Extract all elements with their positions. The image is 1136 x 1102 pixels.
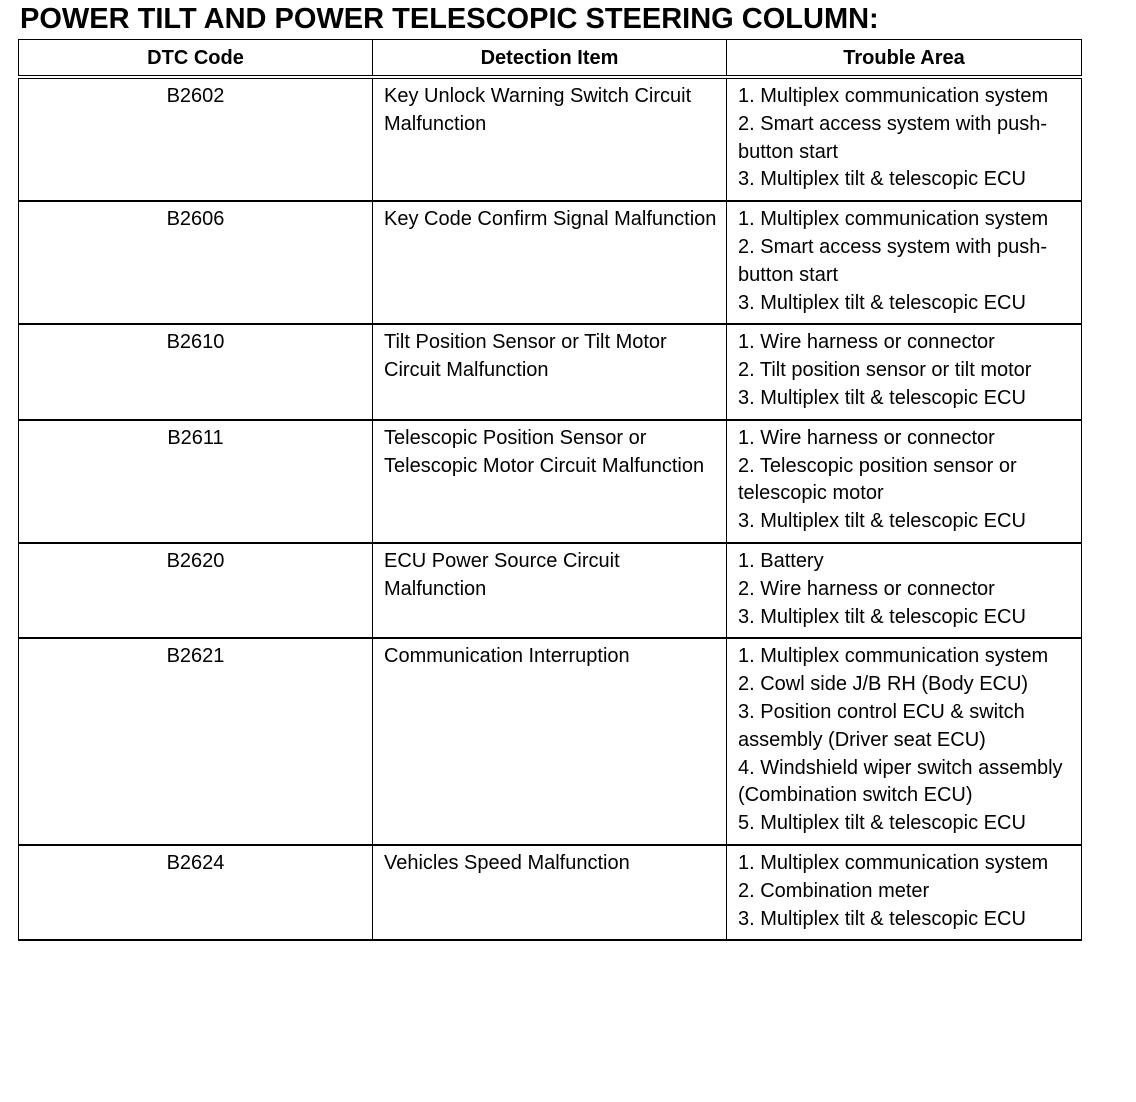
dtc-code-cell: B2620 [19,543,373,638]
trouble-area-line: 2. Telescopic position sensor or telescopic motor [738,454,1017,505]
trouble-area-line: (Combination switch ECU) [738,784,973,807]
trouble-area-line: 3. Multiplex tilt & telescopic ECU [738,605,1026,628]
detection-item-cell: Telescopic Position Sensor or Telescopic Motor Circuit Malfunction [373,420,727,543]
trouble-area-cell [727,845,1082,940]
trouble-area-line: 3. Multiplex tilt & telescopic ECU [738,510,1026,533]
trouble-area-line: 3. Multiplex tilt & telescopic ECU [738,907,1026,930]
trouble-area-line: 1. Wire harness or connector [738,426,995,449]
trouble-area-cell [727,543,1082,638]
dtc-code-cell: B2611 [19,420,373,543]
table-row [19,77,1082,201]
dtc-code-cell: B2624 [19,845,373,940]
detection-item-cell: Key Unlock Warning Switch Circuit Malfunction [373,77,727,201]
table-row [19,845,1082,940]
trouble-area-line: 3. Position control ECU & switch assembly (Driver seat ECU) [738,700,1025,751]
trouble-area-cell [727,638,1082,845]
trouble-area-line: 2. Wire harness or connector [738,577,995,600]
trouble-area-line: 4. Windshield wiper switch assembly [738,756,1063,779]
trouble-area-line: 3. Multiplex tilt & telescopic ECU [738,291,1026,314]
detection-item-cell: Vehicles Speed Malfunction [373,845,727,940]
trouble-area-line: 1. Multiplex communication system [738,851,1049,874]
trouble-area-line: 5. Multiplex tilt & telescopic ECU [738,812,1026,835]
trouble-area-cell [727,201,1082,324]
trouble-area-cell [727,324,1082,419]
trouble-area-cell [727,420,1082,543]
page-title: POWER TILT AND POWER TELESCOPIC STEERING COLUMN: [20,3,879,35]
trouble-area-line: 3. Multiplex tilt & telescopic ECU [738,386,1026,409]
dtc-table [18,39,1082,941]
trouble-area-line: 2. Tilt position sensor or tilt motor [738,359,1032,382]
detection-item-cell: Key Code Confirm Signal Malfunction [373,201,727,324]
dtc-code-cell: B2610 [19,324,373,419]
trouble-area-line: 2. Smart access system with push-button start [738,235,1047,286]
trouble-area-line: 2. Cowl side J/B RH (Body ECU) [738,673,1029,696]
table-row [19,638,1082,845]
trouble-area-cell [727,77,1082,201]
detection-item-cell: Tilt Position Sensor or Tilt Motor Circuit Malfunction [373,324,727,419]
table-body [19,77,1082,940]
trouble-area-line: 1. Multiplex communication system [738,645,1049,668]
table-row [19,543,1082,638]
dtc-code-cell: B2621 [19,638,373,845]
trouble-area-line: 2. Combination meter [738,879,930,902]
header-dtc-code: DTC Code [19,40,373,78]
trouble-area-line: 1. Wire harness or connector [738,331,995,354]
trouble-area-line: 1. Multiplex communication system [738,208,1049,231]
table-row [19,201,1082,324]
table-row [19,324,1082,419]
trouble-area-line: 1. Multiplex communication system [738,85,1049,107]
dtc-code-cell: B2602 [19,77,373,201]
trouble-area-line: 1. Battery [738,549,824,572]
dtc-code-cell: B2606 [19,201,373,324]
table-row [19,420,1082,543]
header-trouble-area: Trouble Area [727,40,1082,78]
trouble-area-line: 2. Smart access system with push-button start [738,112,1047,163]
detection-item-cell: ECU Power Source Circuit Malfunction [373,543,727,638]
header-detection-item: Detection Item [373,40,727,78]
detection-item-cell: Communication Interruption [373,638,727,845]
trouble-area-line: 3. Multiplex tilt & telescopic ECU [738,168,1026,191]
table-header-row [19,40,1082,78]
